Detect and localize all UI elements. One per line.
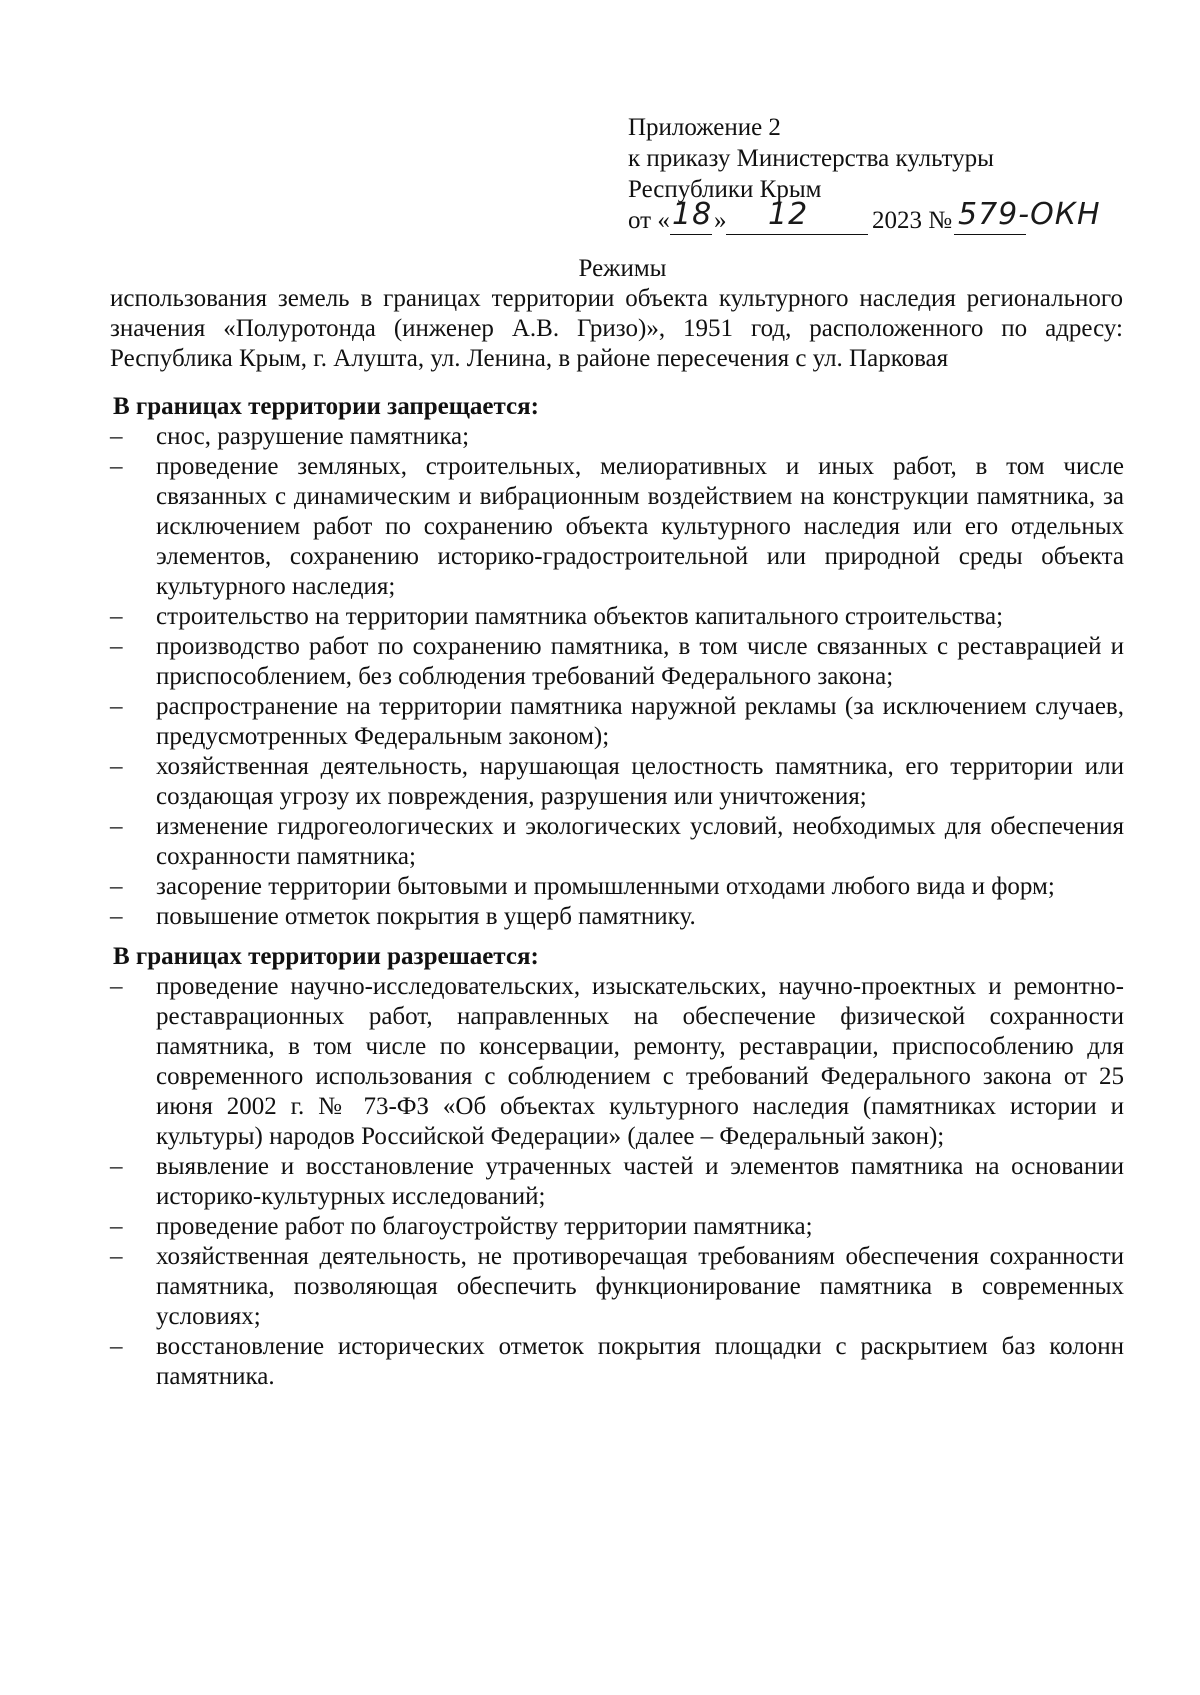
- date-quote-close: »: [714, 207, 727, 234]
- bullet-dash: –: [110, 1153, 123, 1180]
- list-item-text: хозяйственная деятельность, не противоречащая требованиям обеспечения сохранности памятника, позволяющая обеспечить функционирование памятника в современных условиях;: [156, 1243, 1124, 1330]
- list-item: [110, 1152, 1124, 1212]
- bullet-dash: –: [110, 423, 123, 450]
- bullet-dash: –: [110, 903, 123, 930]
- list-item-text: проведение земляных, строительных, мелиоративных и иных работ, в том числе связанных с динамическим и вибрационным воздействием на конструкции памятника, за исключением работ по сохранению объекта культурного наследия или его отдельных элементов, сохранению историко-градостроительной или природной среды объекта культурного наследия;: [156, 453, 1124, 600]
- prohibited-list: [110, 422, 1124, 932]
- list-item-text: восстановление исторических отметок покрытия площадки с раскрытием баз колонн памятника.: [156, 1333, 1124, 1390]
- bullet-dash: –: [110, 1243, 123, 1270]
- bullet-dash: –: [110, 1333, 123, 1360]
- handwritten-number: 579-ОКН: [958, 197, 1101, 232]
- bullet-dash: –: [110, 603, 123, 630]
- intro-paragraph: использования земель в границах территории объекта культурного наследия регионального значения «Полуротонда (инженер А.В. Гризо)», 1951 год, расположенного по адресу: Республика Крым, г. Алушта, ул. Ленина, в районе пересечения с ул. Парковая: [110, 285, 1123, 372]
- list-item: [110, 422, 1124, 452]
- list-item: [110, 1212, 1124, 1242]
- list-item-text: проведение научно-исследовательских, изыскательских, научно-проектных и ремонтно-реставрационных работ, направленных на обеспечение физической сохранности памятника, в том числе по консервации, ремонту, реставрации, приспособлению для современного использования с соблюдением с требований Федерального закона от 25 июня 2002 г. № 73-ФЗ «Об объектах культурного наследия (памятниках истории и культуры) народов Российской Федерации» (далее – Федеральный закон);: [156, 973, 1124, 1150]
- month-underline: [726, 234, 868, 235]
- list-item-text: производство работ по сохранению памятника, в том числе связанных с реставрацией и приспособлением, без соблюдения требований Федерального закона;: [156, 633, 1124, 690]
- list-item: [110, 812, 1124, 872]
- list-item: [110, 752, 1124, 812]
- handwritten-day: 18: [672, 197, 713, 232]
- list-item: [110, 902, 1124, 932]
- bullet-dash: –: [110, 813, 123, 840]
- number-underline: [954, 234, 1026, 235]
- list-item-text: повышение отметок покрытия в ущерб памятнику.: [156, 903, 696, 930]
- list-item-text: хозяйственная деятельность, нарушающая целостность памятника, его территории или создающая угрозу их повреждения, разрушения или уничтожения;: [156, 753, 1124, 810]
- bullet-dash: –: [110, 453, 123, 480]
- permitted-list: [110, 972, 1124, 1392]
- bullet-dash: –: [110, 693, 123, 720]
- bullet-dash: –: [110, 973, 123, 1000]
- list-item: [110, 602, 1124, 632]
- list-item-text: засорение территории бытовыми и промышленными отходами любого вида и форм;: [156, 873, 1055, 900]
- day-underline: [670, 234, 712, 235]
- bullet-dash: –: [110, 633, 123, 660]
- list-item: [110, 632, 1124, 692]
- prohibited-heading: В границах территории запрещается:: [113, 393, 540, 420]
- date-prefix: от «: [628, 207, 670, 234]
- list-item-text: выявление и восстановление утраченных частей и элементов памятника на основании историко-культурных исследований;: [156, 1153, 1124, 1210]
- list-item: [110, 452, 1124, 602]
- list-item-text: распространение на территории памятника наружной рекламы (за исключением случаев, предусмотренных Федеральным законом);: [156, 693, 1124, 750]
- list-item: [110, 872, 1124, 902]
- appendix-order-line: к приказу Министерства культуры: [628, 145, 994, 172]
- appendix-republic-line: Республики Крым: [628, 176, 822, 203]
- list-item-text: снос, разрушение памятника;: [156, 423, 470, 450]
- appendix-title: Приложение 2: [628, 114, 781, 141]
- document-title: Режимы: [578, 255, 667, 282]
- list-item: [110, 1332, 1124, 1392]
- list-item-text: строительство на территории памятника объектов капитального строительства;: [156, 603, 1004, 630]
- order-year: 2023 №: [872, 207, 953, 234]
- bullet-dash: –: [110, 753, 123, 780]
- list-item: [110, 692, 1124, 752]
- list-item-text: проведение работ по благоустройству территории памятника;: [156, 1213, 813, 1240]
- bullet-dash: –: [110, 1213, 123, 1240]
- appendix-block: [628, 112, 1148, 239]
- order-date-line: [628, 197, 1148, 239]
- list-item: [110, 1242, 1124, 1332]
- handwritten-month: 12: [768, 197, 809, 232]
- permitted-heading: В границах территории разрешается:: [113, 943, 539, 970]
- list-item-text: изменение гидрогеологических и экологических условий, необходимых для обеспечения сохранности памятника;: [156, 813, 1124, 870]
- list-item: [110, 972, 1124, 1152]
- bullet-dash: –: [110, 873, 123, 900]
